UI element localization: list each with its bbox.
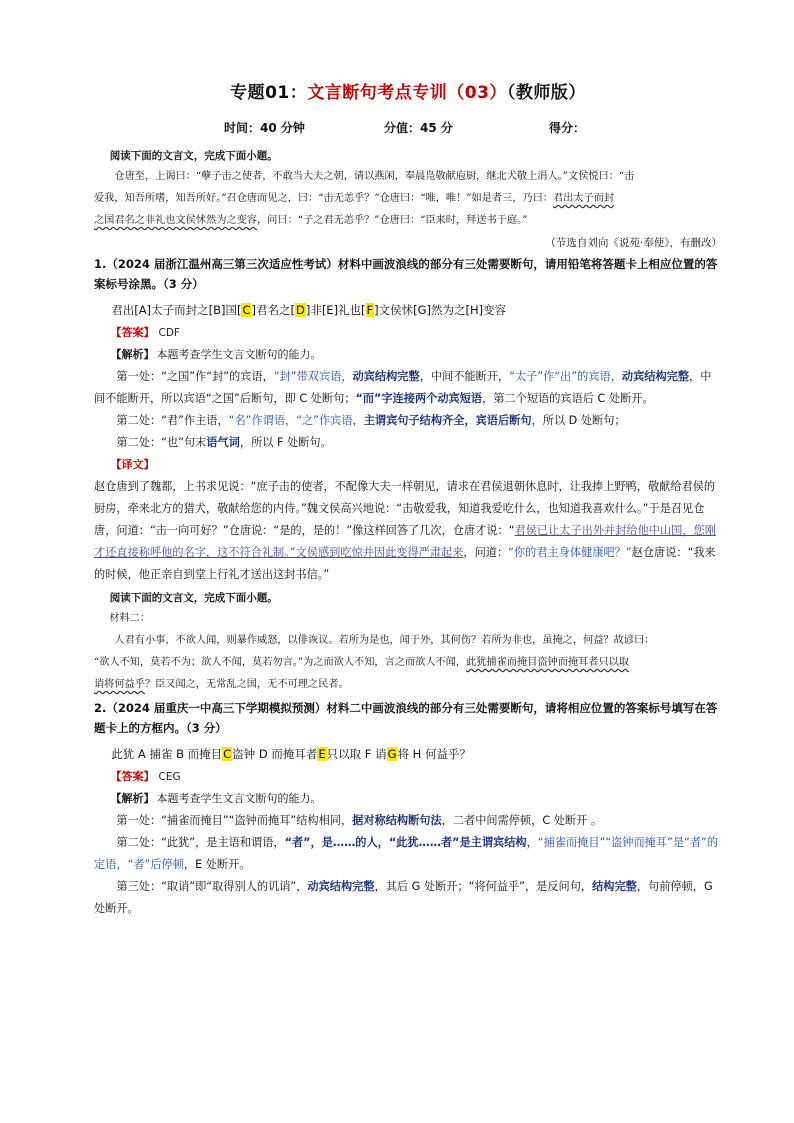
mark-g: G: [387, 747, 397, 761]
wavy-segment: 君出太子而封: [553, 193, 615, 204]
mark-c: C: [242, 303, 251, 317]
passage-1-line-3: 之国君名之非礼也文侯怵然为之变容，问曰：“子之君无恙乎？”仓唐曰：“臣来时，拜送书于庭。”: [94, 215, 528, 226]
mark-d: D: [295, 303, 305, 317]
analysis-1-point-1: 第一处：“之国”作“封”的宾语，“封”带双宾语，动宾结构完整，中间不能断开，“太子”作“出”的宾语，动宾结构完整，中间不能断开，所以宾语“之国”后断句，即 C 处断句；“而”字连接两个动宾短语，第二个短语的宾语后 C 处断开。: [94, 370, 712, 405]
passage-1-line-1: 仓唐至，上谒曰：“孽子击之使者，不敢当大夫之朝，请以燕闲，奉晨凫敬献庖厨，继北犬敬上涓人。”文侯悦曰：“击: [114, 171, 635, 182]
passage-2-line-3: 诮将何益乎？臣又闻之，无常乱之国，无不可理之民者。: [94, 679, 349, 690]
passage-1-source: （节选自刘向《说苑·奉使》，有删改）: [545, 237, 722, 249]
analysis-1-point-2: 第二处：“君”作主语，“名”作谓语，“之”作宾语，主谓宾句子结构齐全，宾语后断句，所以 D 处断句；: [116, 414, 626, 427]
wavy-segment: 诮将何益乎: [94, 679, 145, 690]
analysis-2: 【解析】 本题考查学生文言文断句的能力。: [110, 792, 322, 805]
analysis-2-point-3: 第三处：“取诮”即“取得别人的讥诮”，动宾结构完整，其后 G 处断开；“将何益乎”，是反问句，结构完整，句前停顿，G 处断开。: [94, 880, 713, 915]
passage-1: [94, 166, 722, 252]
answer-2-value: CEG: [158, 771, 181, 783]
intro-1: 阅读下面的文言文，完成下面小题。: [109, 150, 278, 162]
page-title: [94, 78, 722, 103]
passage-2-line-2: “欲人不知，莫若不为；欲人不闻，莫若勿言。”为之而欲人不知，言之而欲人不闻，此犹捕雀而掩目盗钟而掩耳者只以取: [94, 657, 630, 668]
got-label: 得分：: [549, 121, 586, 135]
translation-1: 赵仓唐到了魏都，上书求见说：“庶子击的使者，不配像大夫一样朝见，请求在君侯退朝休息时，让我捧上野鸭，敬献给君侯的厨房，牵来北方的猎犬，敬献给您的内侍。”魏文侯高兴地说：“击敬爱我，知道我爱吃什么，也知道我喜欢什么。”于是召见仓唐，问道：“击一向可好？”仓唐说：“是的，是的！”像这样回答了几次，仓唐才说：“君侯已让太子出外并封给他中山国，您刚才还直接称呼他的名字，这不符合礼制。”文侯感到吃惊并因此变得严肃起来，问道：“你的君主身体健康吧？”赵仓唐说：“我来的时候，他正亲自到堂上行礼才送出这封书信。”: [94, 480, 716, 581]
analysis-2-point-2: 第二处：“此犹”，是主语和谓语，“者”，是……的人，“此犹……者”是主谓宾结构，“捕雀而掩目”“盗钟而掩耳”是“者”的定语，“者”后停顿，E 处断开。: [94, 836, 719, 871]
analysis-1-point-3: 第二处：“也”句末语气词，所以 F 处断句。: [116, 436, 332, 449]
title-suffix: （教师版）: [506, 83, 586, 103]
mark-f: F: [366, 303, 374, 317]
passage-2: [94, 608, 722, 696]
title-main: 文言断句考点专训（03）: [307, 83, 507, 103]
analysis-1: 【解析】 本题考查学生文言文断句的能力。: [110, 348, 322, 361]
wavy-segment: 此犹捕雀而掩目盗钟而掩耳者只以取: [466, 657, 630, 668]
time-label: 时间：40 分钟: [224, 121, 305, 135]
answer-1-value: CDF: [158, 327, 180, 339]
translation-underline: 君侯已让太子出外并封给他中山国，您刚才还直接称呼他的名字，这不符合礼制。”文侯感到吃惊并因此变得严肃起来: [94, 524, 716, 559]
title-prefix: 专题01：: [230, 83, 308, 103]
translation-1-label: 【译文】: [110, 458, 155, 471]
exam-meta: [94, 119, 722, 136]
analysis-2-point-1: 第一处：“捕雀而掩目”“盗钟而掩耳”结构相同，据对称结构断句法，二者中间需停顿，C 处断开 。: [116, 814, 603, 827]
mark-e: E: [318, 747, 326, 761]
passage-2-line-1: 人君有小事，不欲人闻，则暴作威怒，以俳诙议。若所为是也，闻于外，其何伤？若所为非也，虽掩之，何益？故谚曰：: [114, 635, 655, 646]
intro-2: 阅读下面的文言文，完成下面小题。: [109, 592, 278, 604]
page: [94, 78, 722, 920]
question-2-stem: 2.（2024 届重庆一中高三下学期模拟预测）材料二中画波浪线的部分有三处需要断句，请将相应位置的答案标号填写在答题卡上的方框内。（3 分）: [94, 701, 718, 735]
answer-1: 【答案】 CDF: [110, 326, 180, 339]
passage-2-head: 材料二：: [109, 613, 151, 624]
passage-1-line-2: 爱我，知吾所嗜，知吾所好。”召仓唐而见之，曰：“击无恙乎？”仓唐曰：“唯，唯！”如是者三，乃曰：君出太子而封: [94, 193, 615, 204]
answer-2: 【答案】 CEG: [110, 770, 181, 783]
wavy-segment: 之国君名之非礼也文侯怵然为之变容: [94, 215, 257, 226]
question-2-sentence: 此犹 A 捕雀 B 而掩目C盗钟 D 而掩耳者E只以取 F 诮G将 H 何益乎？: [111, 747, 471, 761]
question-1-sentence: 君出[A]太子而封之[B]国[C]君名之[D]非[E]礼也[F]文侯怵[G]然为之[H]变容: [111, 303, 507, 317]
score-label: 分值：45 分: [384, 121, 453, 135]
question-1-stem: 1.（2024 届浙江温州高三第三次适应性考试）材料中画波浪线的部分有三处需要断句，请用铅笔将答题卡上相应位置的答案标号涂黑。（3 分）: [94, 257, 718, 291]
mark-c: C: [223, 747, 232, 761]
